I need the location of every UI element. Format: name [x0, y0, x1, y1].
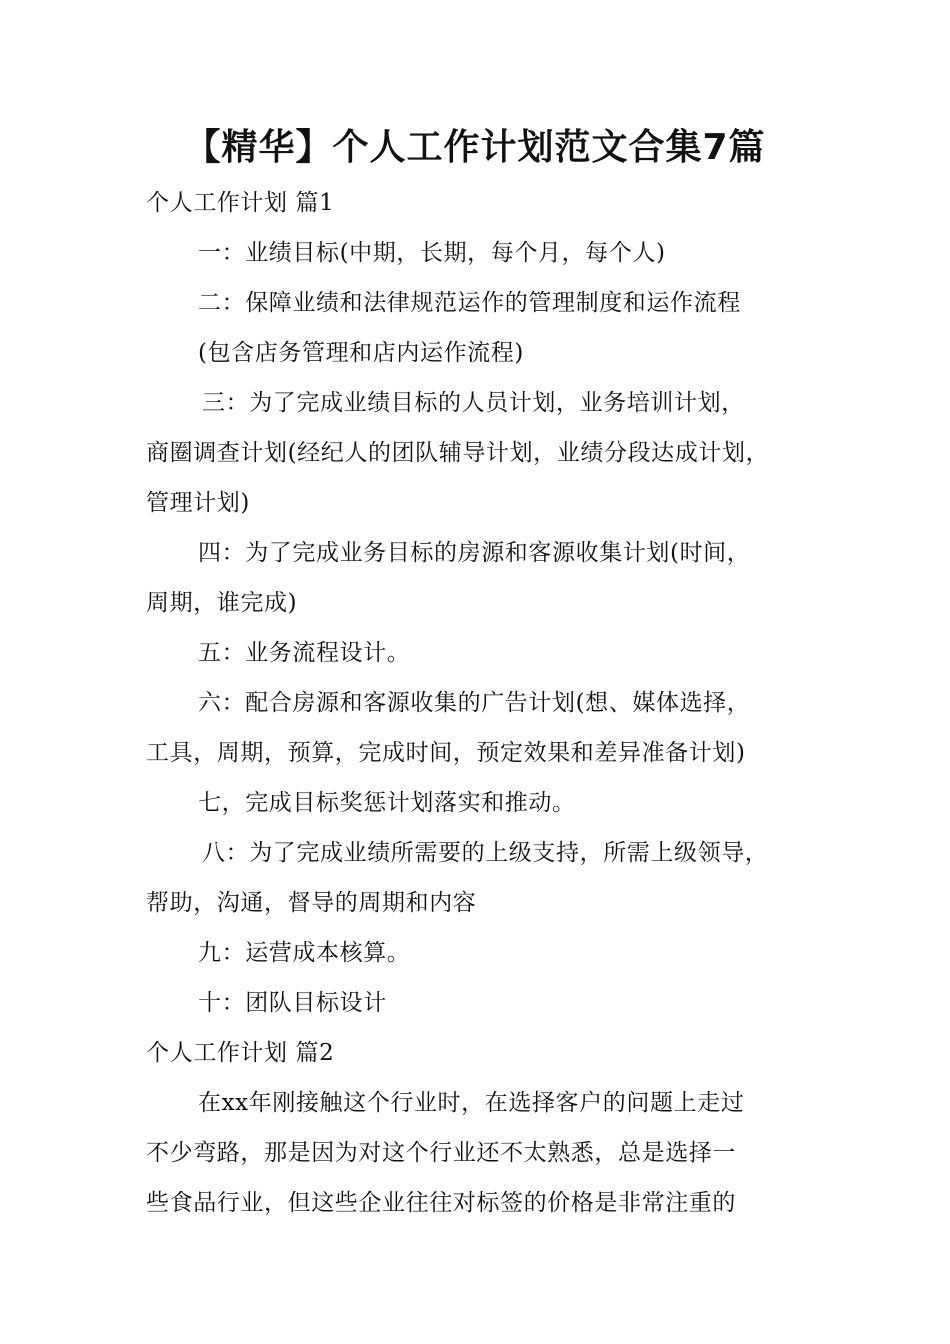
paragraph-line: 一：业绩目标(中期，长期，每个月，每个人)	[198, 240, 666, 266]
paragraph-line: 三：为了完成业绩目标的人员计划，业务培训计划，	[202, 390, 745, 416]
paragraph-line: 六：配合房源和客源收集的广告计划(想、媒体选择，	[198, 690, 751, 716]
paragraph-line: 四：为了完成业务目标的房源和客源收集计划(时间，	[198, 540, 751, 566]
paragraph-line: 十：团队目标设计	[198, 990, 387, 1016]
document-title: 【精华】个人工作计划范文合集7篇	[184, 127, 766, 168]
paragraph-line: 八：为了完成业绩所需要的上级支持，所需上级领导，	[202, 840, 769, 866]
paragraph-line: 帮助，沟通，督导的周期和内容	[146, 890, 477, 916]
section-heading-1: 个人工作计划 篇1	[146, 190, 335, 216]
paragraph-line: 七，完成目标奖惩计划落实和推动。	[198, 790, 576, 816]
document-body	[146, 178, 836, 1228]
paragraph-line: 九：运营成本核算。	[198, 940, 411, 966]
paragraph-line: 在xx年刚接触这个行业时，在选择客户的问题上走过	[198, 1090, 745, 1116]
paragraph-line: 周期，谁完成)	[146, 590, 298, 616]
paragraph-line: (包含店务管理和店内运作流程)	[198, 340, 524, 366]
paragraph-line: 二：保障业绩和法律规范运作的管理制度和运作流程	[198, 290, 741, 316]
paragraph-line: 些食品行业，但这些企业往往对标签的价格是非常注重的	[146, 1190, 736, 1216]
paragraph-line: 工具，周期，预算，完成时间，预定效果和差异准备计划)	[146, 740, 746, 766]
paragraph-line: 不少弯路，那是因为对这个行业还不太熟悉，总是选择一	[146, 1140, 736, 1166]
paragraph-line: 管理计划)	[146, 490, 250, 516]
section-heading-2: 个人工作计划 篇2	[146, 1040, 335, 1066]
paragraph-line: 五：业务流程设计。	[198, 640, 411, 666]
paragraph-line: 商圈调查计划(经纪人的团队辅导计划，业绩分段达成计划，	[146, 440, 770, 466]
